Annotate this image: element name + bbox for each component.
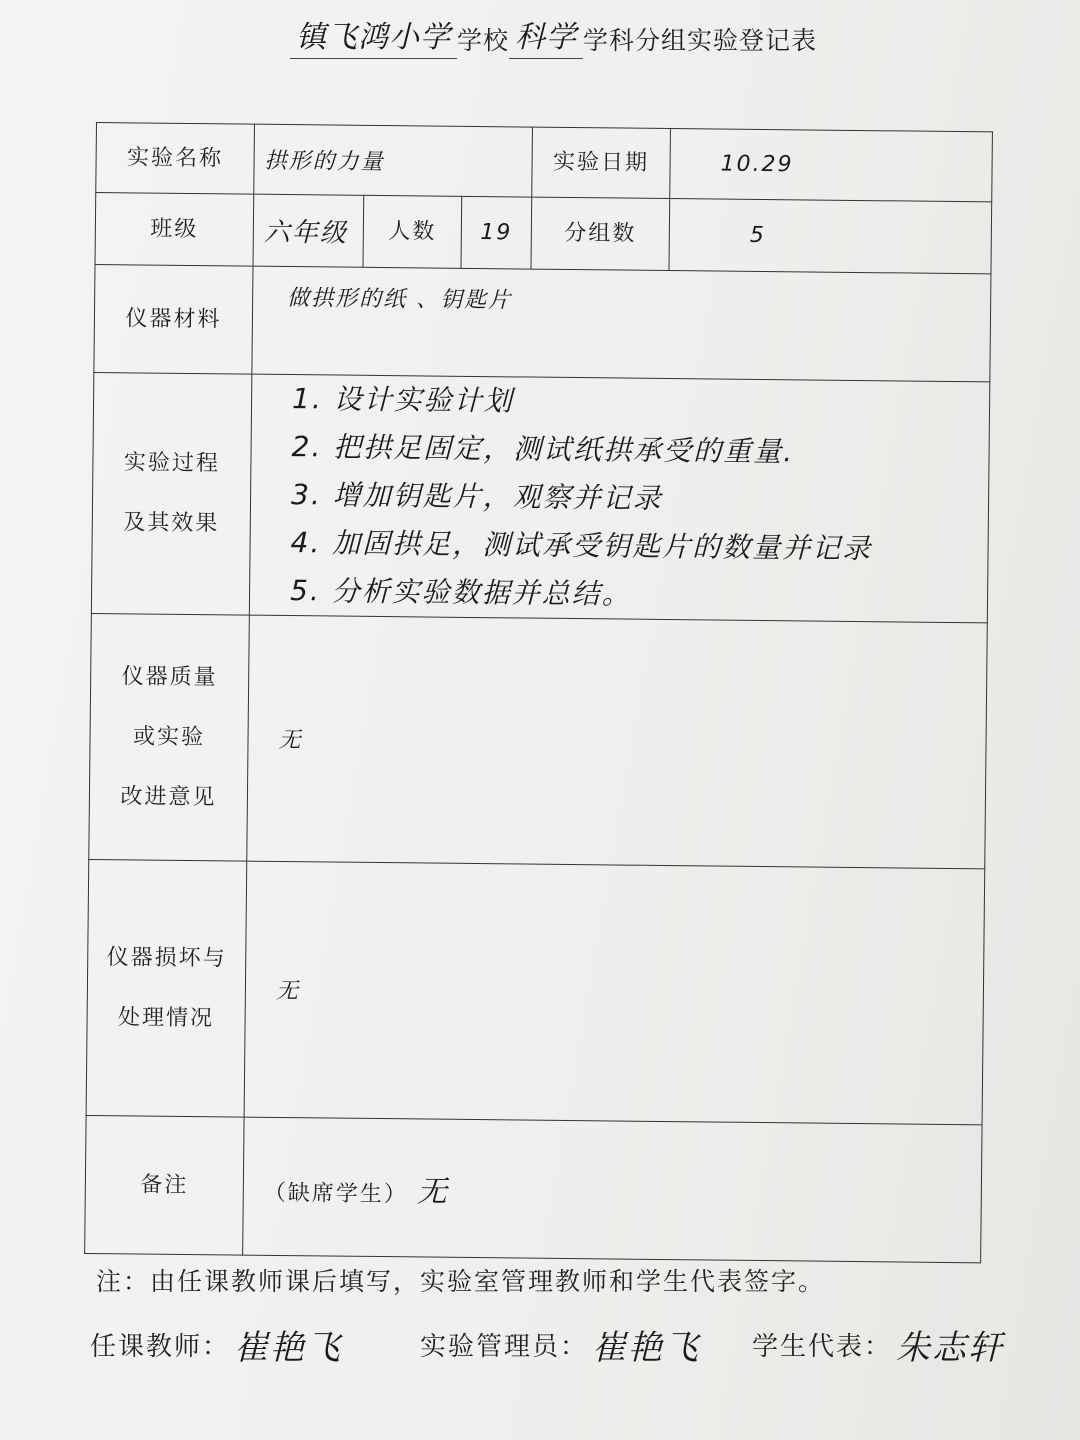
row-experiment-name [96,123,993,202]
process-step: 3. 增加钥匙片，观察并记录 [290,478,663,515]
process-steps [249,374,989,623]
process-step: 1. 设计实验计划 [291,382,514,418]
class-label: 班级 [95,193,254,267]
subject-field: 科学 [509,18,583,59]
class-value: 六年级 [253,194,364,267]
headcount-label: 人数 [363,195,462,268]
process-step: 4. 加固拱足，测试承受钥匙片的数量并记录 [290,526,873,566]
teacher-signature: 崔艳飞 [234,1328,343,1368]
title-rest: 学科分组实验登记表 [583,26,818,55]
quality-label [89,613,250,861]
damage-label-line2: 处理情况 [117,1004,215,1031]
admin-label: 实验管理员： [420,1332,589,1362]
materials-label: 仪器材料 [94,264,253,374]
process-label [91,372,252,615]
school-name-field: 镇飞鸿小学 [290,18,457,59]
experiment-name-label: 实验名称 [96,123,255,195]
quality-value: 无 [247,615,988,869]
remarks-value: 无 [416,1173,450,1210]
row-remarks [85,1115,982,1262]
form-footnote: 注：由任课教师课后填写，实验室管理教师和学生代表签字。 [96,1267,826,1296]
quality-label-line1: 仪器质量 [121,663,218,690]
headcount-value: 19 [461,196,532,269]
quality-label-line3: 改进意见 [120,783,217,810]
row-class-info [95,193,992,274]
experiment-registration-table [84,122,992,1253]
student-signature: 朱志轩 [896,1328,1005,1368]
form-title [290,18,890,78]
row-quality [89,613,988,868]
process-label-line2: 及其效果 [123,510,220,537]
student-signature-block [752,1320,1004,1380]
materials-value: 做拱形的纸 、钥匙片 [252,266,991,382]
experiment-name-value: 拱形的力量 [254,124,533,197]
title-school-suffix: 学校 [457,26,510,55]
admin-signature-block [420,1320,700,1380]
teacher-label: 任课教师： [90,1332,231,1362]
process-label-line1: 实验过程 [123,450,221,477]
damage-label [86,859,247,1117]
experiment-date-label: 实验日期 [532,127,671,198]
row-materials [94,264,991,381]
quality-label-line2: 或实验 [132,723,206,750]
process-step: 5. 分析实验数据并总结。 [289,574,632,611]
remarks-cell [243,1117,982,1263]
remarks-prefix: （缺席学生） [263,1180,408,1207]
teacher-signature-block [90,1320,342,1380]
damage-value: 无 [244,861,985,1125]
experiment-date-value: 10.29 [670,129,993,202]
admin-signature: 崔艳飞 [592,1328,701,1368]
groups-label: 分组数 [531,197,670,270]
remarks-label: 备注 [85,1115,244,1255]
damage-label-line1: 仪器损坏与 [106,944,227,971]
row-process [91,372,989,622]
row-damage [86,859,985,1124]
groups-value: 5 [669,199,992,274]
process-step: 2. 把拱足固定，测试纸拱承受的重量. [291,430,795,469]
student-label: 学生代表： [752,1332,893,1362]
